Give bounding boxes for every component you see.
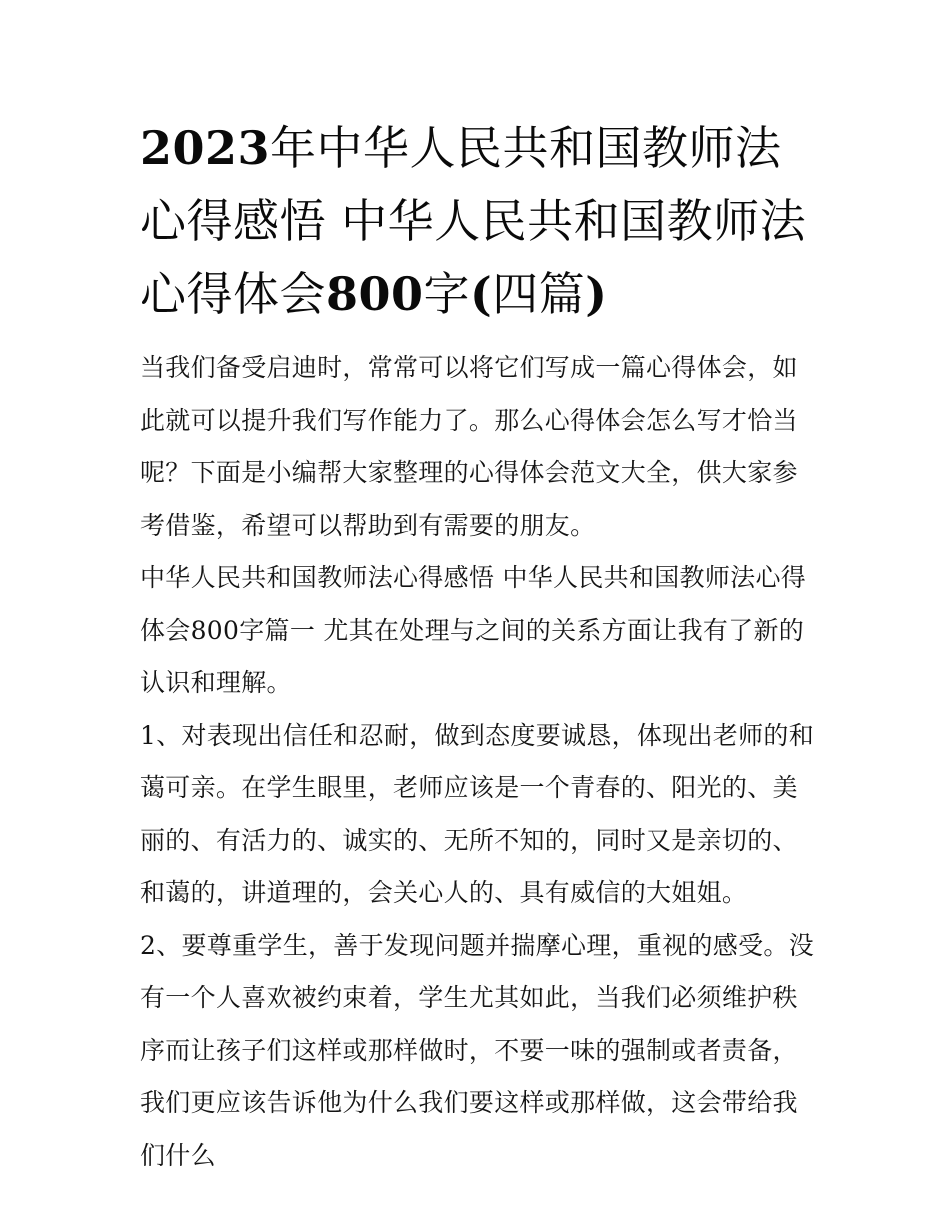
point-2-paragraph: 2、要尊重学生，善于发现问题并揣摩心理，重视的感受。没有一个人喜欢被约束着，学生尤其如此，当我们必须维护秩序而让孩子们这样或那样做时，不要一味的强制或者责备，我们更应该告诉他为什么我们要这样或那样做，这会带给我们什么 <box>140 930 815 1170</box>
section-heading-paragraph: 中华人民共和国教师法心得感悟 中华人民共和国教师法心得体会800字篇一 尤其在处理与之间的关系方面让我有了新的认识和理解。 <box>140 563 807 697</box>
document-content <box>140 112 820 1182</box>
document-body <box>140 342 820 1182</box>
intro-paragraph: 当我们备受启迪时，常常可以将它们写成一篇心得体会，如此就可以提升我们写作能力了。那么心得体会怎么写才恰当呢？下面是小编帮大家整理的心得体会范文大全，供大家参考借鉴，希望可以帮助到有需要的朋友。 <box>140 353 798 540</box>
document-title: 2023年中华人民共和国教师法心得感悟 中华人民共和国教师法心得体会800字(四篇) <box>140 121 807 321</box>
point-1-paragraph: 1、对表现出信任和忍耐，做到态度要诚恳，体现出老师的和蔼可亲。在学生眼里，老师应该是一个青春的、阳光的、美丽的、有活力的、诚实的、无所不知的，同时又是亲切的、和蔼的，讲道理的，会关心人的、具有威信的大姐姐。 <box>140 720 815 907</box>
